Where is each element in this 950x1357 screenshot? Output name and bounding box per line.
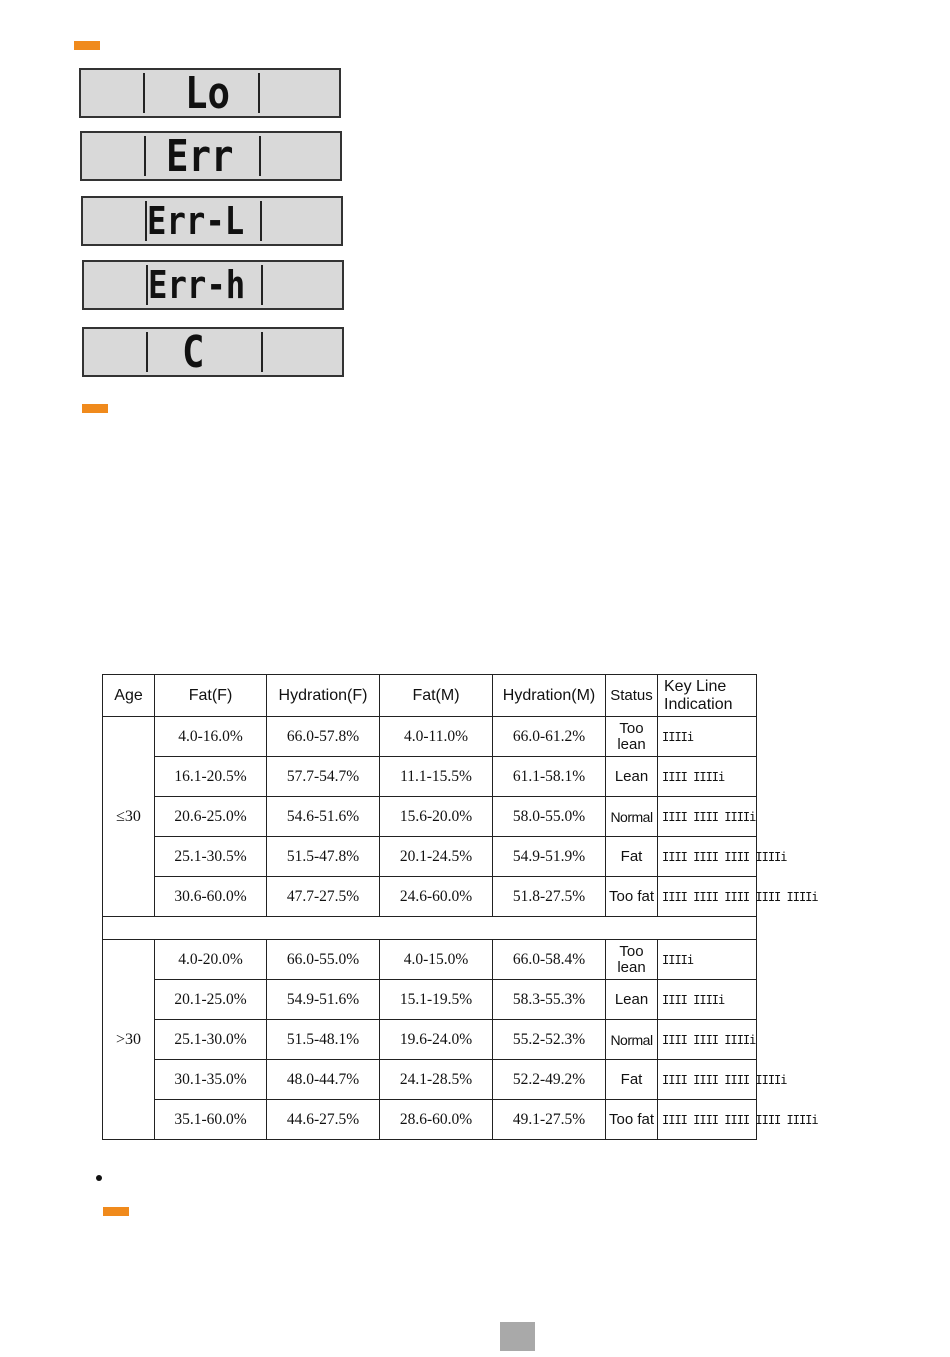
table-row <box>103 1100 757 1140</box>
hydration-f-cell: 54.6-51.6% <box>267 797 380 837</box>
lcd-text: Err <box>166 130 234 182</box>
hydration-f-cell: 51.5-47.8% <box>267 837 380 877</box>
fat-f-cell: 35.1-60.0% <box>155 1100 267 1140</box>
hydration-m-cell: 66.0-61.2% <box>493 717 606 757</box>
fat-m-cell: 24.1-28.5% <box>380 1060 493 1100</box>
hydration-m-cell: 58.0-55.0% <box>493 797 606 837</box>
header-hydration-m: Hydration(M) <box>493 675 606 717</box>
hydration-f-cell: 66.0-55.0% <box>267 940 380 980</box>
key-line-cell: IIIIi <box>658 717 757 757</box>
status-cell: Lean <box>606 757 658 797</box>
hydration-m-cell: 51.8-27.5% <box>493 877 606 917</box>
table-header-row <box>103 675 757 717</box>
fat-f-cell: 4.0-16.0% <box>155 717 267 757</box>
key-line-cell: IIIIi <box>658 940 757 980</box>
header-fat-f: Fat(F) <box>155 675 267 717</box>
bullet-point <box>96 1175 102 1181</box>
hydration-f-cell: 66.0-57.8% <box>267 717 380 757</box>
fat-m-cell: 28.6-60.0% <box>380 1100 493 1140</box>
table-row <box>103 717 757 757</box>
hydration-f-cell: 44.6-27.5% <box>267 1100 380 1140</box>
fat-f-cell: 30.6-60.0% <box>155 877 267 917</box>
status-cell: Too fat <box>606 877 658 917</box>
header-age: Age <box>103 675 155 717</box>
status-cell: Normal <box>606 1020 658 1060</box>
spacer-cell <box>103 917 757 940</box>
table-row <box>103 757 757 797</box>
fat-m-cell: 15.6-20.0% <box>380 797 493 837</box>
fat-m-cell: 4.0-15.0% <box>380 940 493 980</box>
hydration-m-cell: 58.3-55.3% <box>493 980 606 1020</box>
hydration-m-cell: 66.0-58.4% <box>493 940 606 980</box>
lcd-display-lo <box>79 68 341 118</box>
table-row <box>103 837 757 877</box>
hydration-f-cell: 47.7-27.5% <box>267 877 380 917</box>
status-cell: Too fat <box>606 1100 658 1140</box>
lcd-display-err-l <box>81 196 343 246</box>
key-line-cell: IIII IIII IIII IIIIi <box>658 837 757 877</box>
hydration-m-cell: 54.9-51.9% <box>493 837 606 877</box>
age-cell: >30 <box>103 940 155 1140</box>
section-marker-3 <box>103 1207 129 1216</box>
fat-f-cell: 16.1-20.5% <box>155 757 267 797</box>
table-row <box>103 940 757 980</box>
status-cell: Fat <box>606 1060 658 1100</box>
key-line-cell: IIII IIII IIII IIIIi <box>658 1060 757 1100</box>
status-cell: Lean <box>606 980 658 1020</box>
header-fat-m: Fat(M) <box>380 675 493 717</box>
table-spacer-row <box>103 917 757 940</box>
lcd-display-err <box>80 131 342 181</box>
section-marker-2 <box>82 404 108 413</box>
header-status: Status <box>606 675 658 717</box>
fat-m-cell: 11.1-15.5% <box>380 757 493 797</box>
hydration-f-cell: 51.5-48.1% <box>267 1020 380 1060</box>
hydration-f-cell: 54.9-51.6% <box>267 980 380 1020</box>
key-line-cell: IIII IIII IIIIi <box>658 797 757 837</box>
lcd-text: Err-L <box>147 199 245 243</box>
key-line-cell: IIII IIII IIII IIII IIIIi <box>658 1100 757 1140</box>
key-line-cell: IIII IIII IIIIi <box>658 1020 757 1060</box>
page-number-box <box>500 1322 535 1351</box>
fat-m-cell: 24.6-60.0% <box>380 877 493 917</box>
header-key-line: Key Line Indication <box>658 675 757 717</box>
fat-m-cell: 15.1-19.5% <box>380 980 493 1020</box>
key-line-cell: IIII IIIIi <box>658 757 757 797</box>
lcd-text: Lo <box>185 67 231 119</box>
age-cell: ≤30 <box>103 717 155 917</box>
hydration-f-cell: 48.0-44.7% <box>267 1060 380 1100</box>
fat-f-cell: 25.1-30.5% <box>155 837 267 877</box>
fat-f-cell: 30.1-35.0% <box>155 1060 267 1100</box>
fat-f-cell: 4.0-20.0% <box>155 940 267 980</box>
table-row <box>103 1020 757 1060</box>
key-line-cell: IIII IIIIi <box>658 980 757 1020</box>
hydration-m-cell: 55.2-52.3% <box>493 1020 606 1060</box>
fat-m-cell: 19.6-24.0% <box>380 1020 493 1060</box>
status-cell: Fat <box>606 837 658 877</box>
fat-m-cell: 20.1-24.5% <box>380 837 493 877</box>
table-row <box>103 1060 757 1100</box>
header-hydration-f: Hydration(F) <box>267 675 380 717</box>
lcd-text: Err-h <box>148 263 246 307</box>
table-row <box>103 797 757 837</box>
status-cell: Too lean <box>606 717 658 757</box>
table-row <box>103 877 757 917</box>
status-cell: Normal <box>606 797 658 837</box>
section-marker-1 <box>74 41 100 50</box>
lcd-display-err-h <box>82 260 344 310</box>
body-fat-hydration-table <box>102 674 818 1140</box>
hydration-m-cell: 49.1-27.5% <box>493 1100 606 1140</box>
hydration-f-cell: 57.7-54.7% <box>267 757 380 797</box>
lcd-text: C <box>182 326 205 378</box>
status-cell: Too lean <box>606 940 658 980</box>
hydration-m-cell: 61.1-58.1% <box>493 757 606 797</box>
fat-f-cell: 20.1-25.0% <box>155 980 267 1020</box>
hydration-m-cell: 52.2-49.2% <box>493 1060 606 1100</box>
key-line-cell: IIII IIII IIII IIII IIIIi <box>658 877 757 917</box>
fat-m-cell: 4.0-11.0% <box>380 717 493 757</box>
fat-f-cell: 20.6-25.0% <box>155 797 267 837</box>
table-row <box>103 980 757 1020</box>
fat-f-cell: 25.1-30.0% <box>155 1020 267 1060</box>
lcd-display-c <box>82 327 344 377</box>
